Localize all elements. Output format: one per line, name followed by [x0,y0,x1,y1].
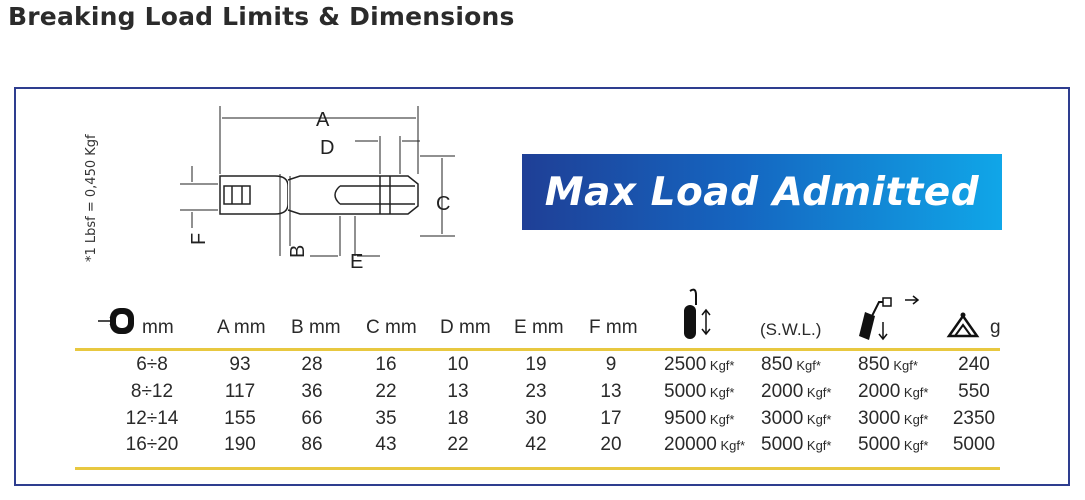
table-cell-chain: 16÷20 [125,434,179,455]
table-cell-side_load: 850 Kgf* [858,354,918,375]
unit-label: Kgf* [706,385,735,400]
connector-dimension-drawing [180,106,470,276]
table-cell-side_load: 2000 Kgf* [858,381,929,402]
table-cell-chain: 12÷14 [125,408,179,429]
table-cell-a: 117 [224,381,256,402]
unit-label: Kgf* [792,358,821,373]
header-f: F mm [589,317,638,338]
table-cell-e: 42 [525,434,547,455]
table-cell-c: 43 [375,434,397,455]
table-cell-side_load: 5000 Kgf* [858,434,929,455]
table-cell-b: 86 [301,434,323,455]
table-cell-a: 155 [224,408,256,429]
unit-label: Kgf* [889,358,918,373]
header-d: D mm [440,317,491,338]
footer-rule [75,467,1000,470]
table-cell-chain: 6÷8 [136,354,168,375]
table-cell-d: 22 [447,434,469,455]
table-cell-weight: 240 [958,354,990,375]
table-cell-c: 35 [375,408,397,429]
table-cell-b: 28 [301,354,323,375]
table-cell-f: 13 [600,381,622,402]
table-cell-e: 19 [525,354,547,375]
table-cell-c: 22 [375,381,397,402]
table-cell-swl: 5000 Kgf* [761,434,832,455]
dim-label-a: A [316,109,330,131]
dim-label-d: D [320,137,335,159]
header-e: E mm [514,317,564,338]
unit-label: Kgf* [900,385,929,400]
table-cell-break_load: 2500 Kgf* [664,354,735,375]
dim-label-c: C [436,193,451,215]
header-c: C mm [366,317,417,338]
table-cell-f: 20 [600,434,622,455]
max-load-banner [522,154,1002,230]
conversion-footnote: *1 Lbsf = 0,450 Kgf [84,134,99,262]
breaking-load-icon [674,287,718,343]
dim-label-b: B [287,244,309,258]
table-cell-weight: 5000 [952,434,996,455]
unit-label: Kgf* [900,412,929,427]
chain-link-icon [96,305,138,337]
unit-label: Kgf* [716,438,746,453]
header-rule [75,348,1000,351]
weight-icon [946,310,986,340]
banner-text: Max Load Admitted [544,169,980,215]
unit-label: Kgf* [900,438,929,453]
unit-label: Kgf* [803,438,832,453]
table-cell-swl: 2000 Kgf* [761,381,832,402]
page-title: Breaking Load Limits & Dimensions [8,2,515,31]
table-cell-d: 13 [447,381,469,402]
table-cell-c: 16 [375,354,397,375]
table-cell-break_load: 5000 Kgf* [664,381,735,402]
table-cell-e: 30 [525,408,547,429]
table-cell-d: 10 [447,354,469,375]
dim-label-e: E [350,251,364,273]
table-cell-weight: 550 [958,381,990,402]
table-cell-break_load: 20000 Kgf* [664,434,746,455]
table-cell-d: 18 [447,408,469,429]
header-chain-size: mm [142,317,174,338]
header-b: B mm [291,317,341,338]
header-swl: (S.W.L.) [760,320,822,339]
table-cell-swl: 850 Kgf* [761,354,821,375]
table-cell-f: 17 [600,408,622,429]
unit-label: Kgf* [706,358,735,373]
table-cell-side_load: 3000 Kgf* [858,408,929,429]
table-cell-b: 36 [301,381,323,402]
table-cell-b: 66 [301,408,323,429]
table-cell-a: 190 [224,434,256,455]
table-cell-swl: 3000 Kgf* [761,408,832,429]
unit-label: Kgf* [803,412,832,427]
unit-label: Kgf* [706,412,735,427]
table-cell-e: 23 [525,381,547,402]
table-cell-a: 93 [229,354,251,375]
table-cell-break_load: 9500 Kgf* [664,408,735,429]
dim-label-f: F [188,232,210,245]
table-cell-f: 9 [605,354,617,375]
side-load-icon [855,292,925,344]
header-weight: g [990,317,1001,338]
unit-label: Kgf* [803,385,832,400]
table-cell-weight: 2350 [952,408,996,429]
header-a: A mm [217,317,266,338]
table-cell-chain: 8÷12 [130,381,174,402]
